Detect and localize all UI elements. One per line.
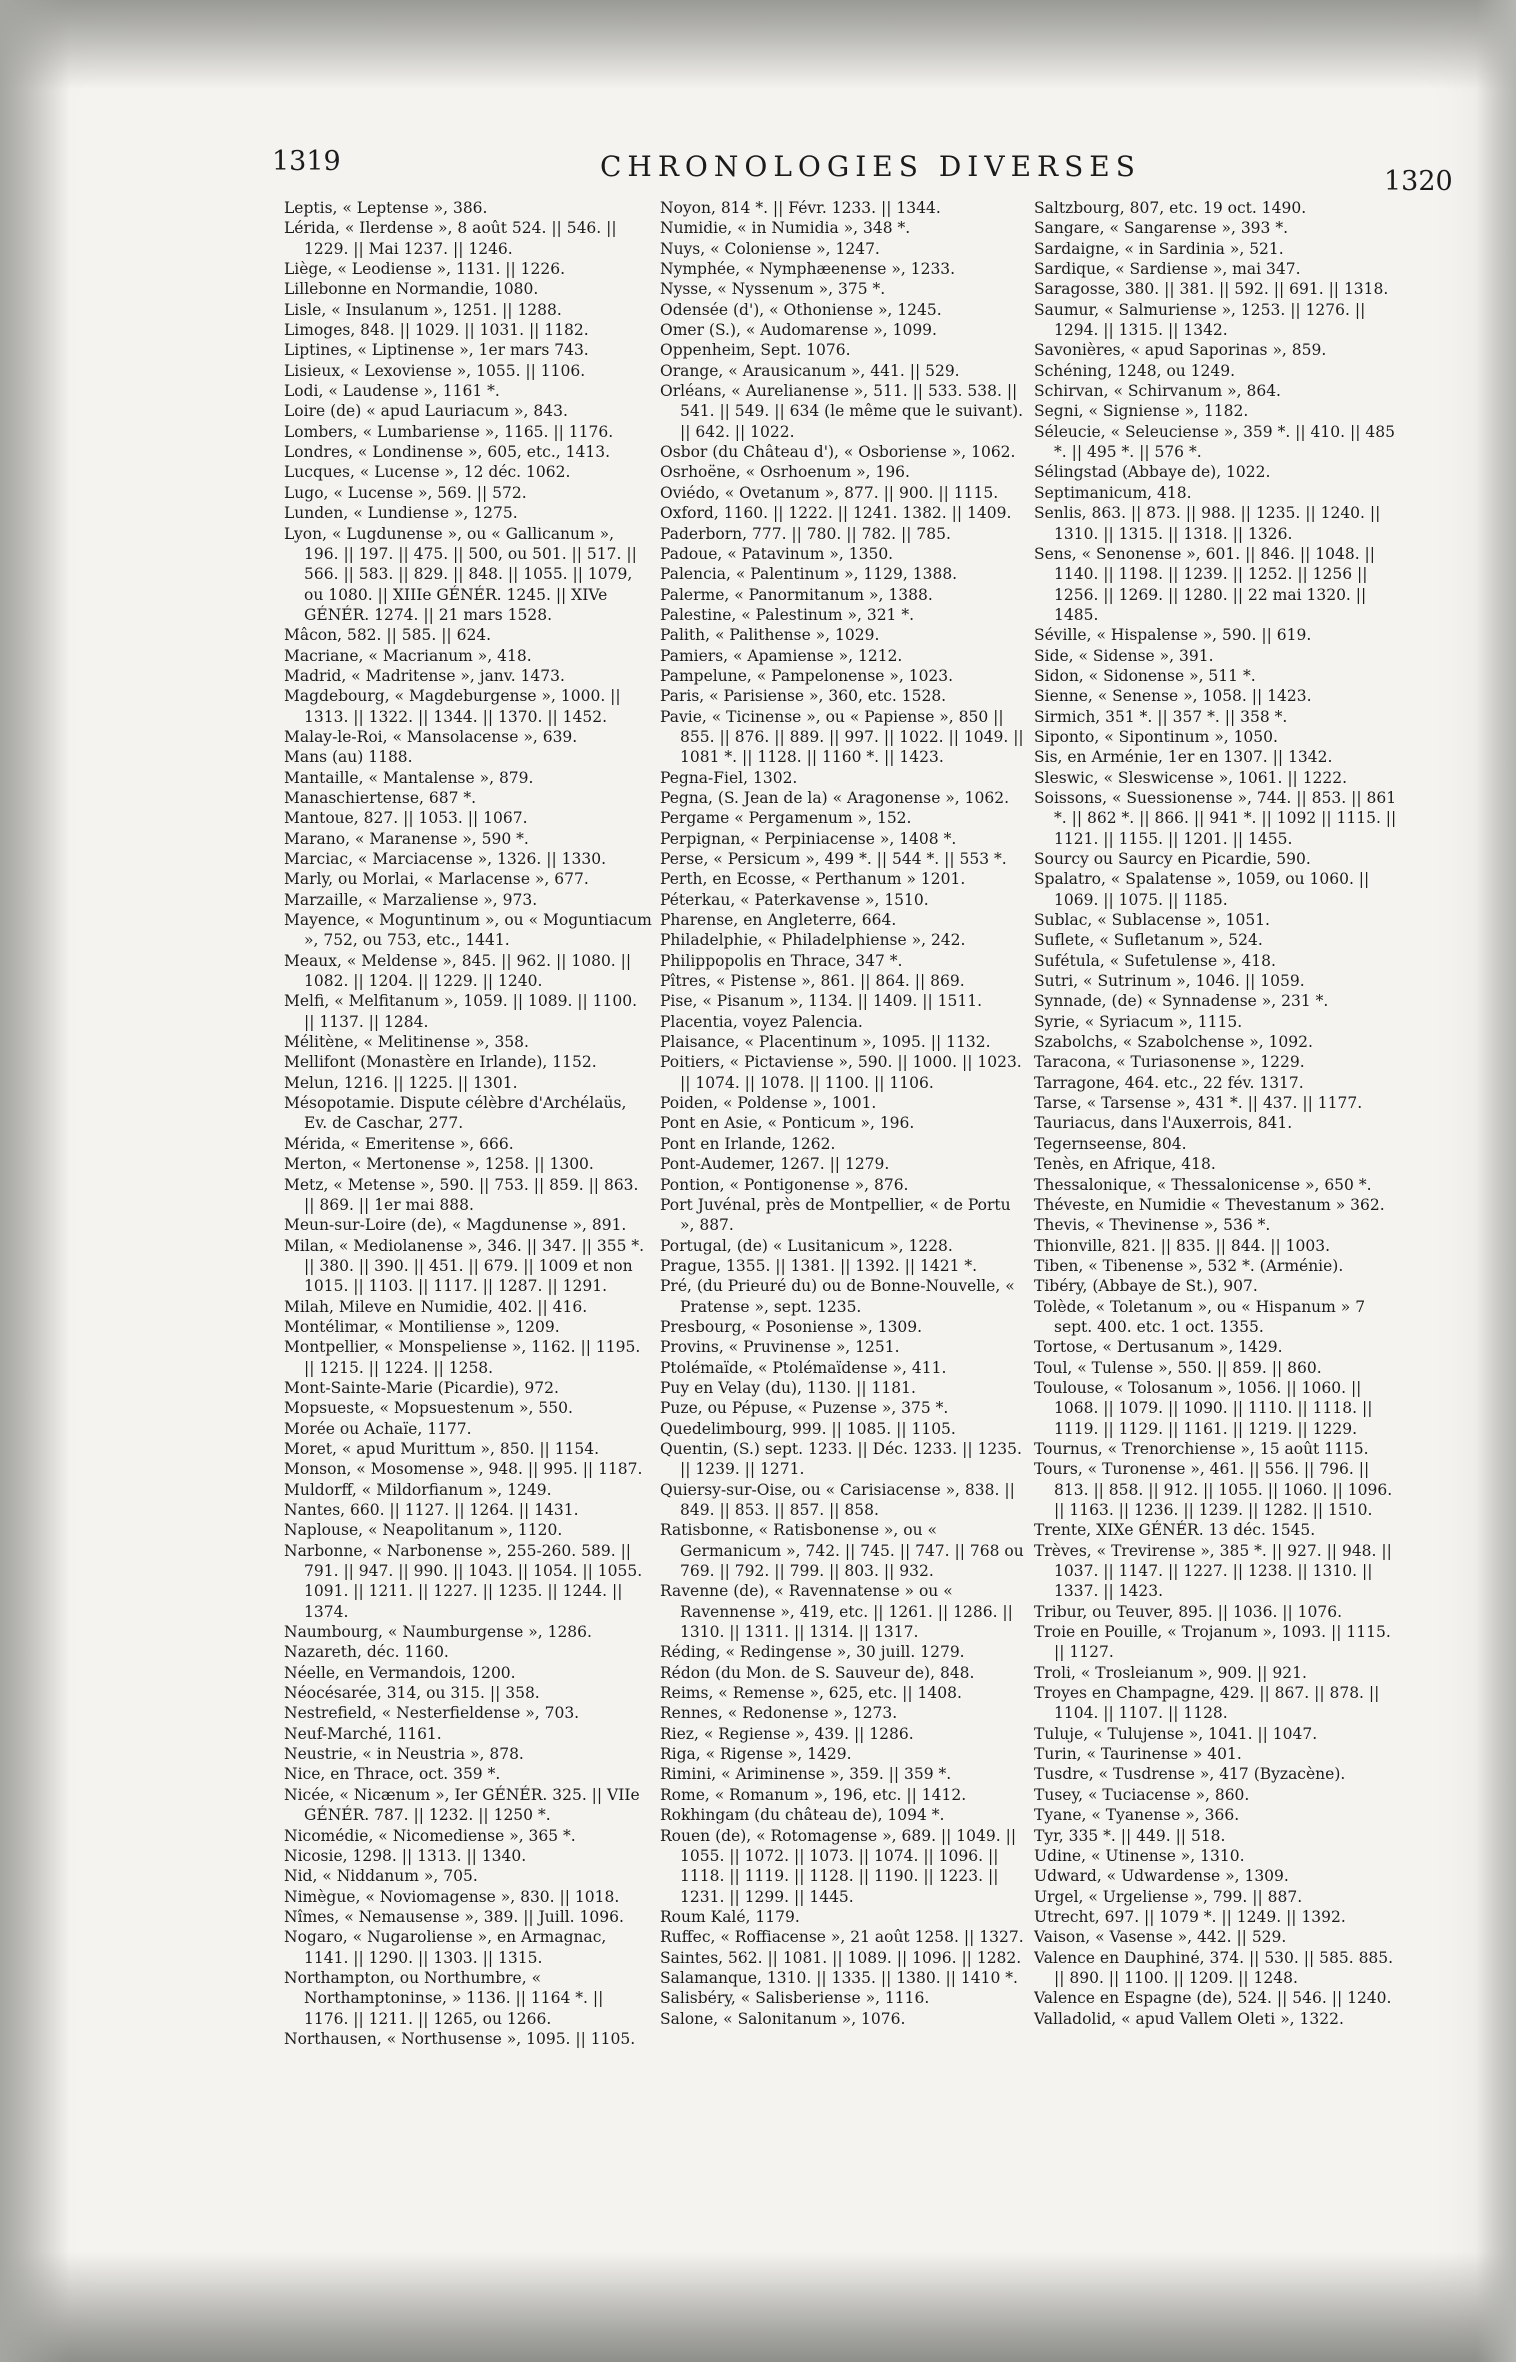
index-entry: Troie en Pouille, « Trojanum », 1093. || 1115. || 1127. [1034,1623,1391,1662]
index-entry: Tortose, « Dertusanum », 1429. [1034,1338,1283,1357]
index-entry: Valence en Dauphiné, 374. || 530. || 585. 885. || 890. || 1100. || 1209. || 1248. [1034,1948,1394,1987]
index-entry: Reims, « Remense », 625, etc. || 1408. [660,1684,962,1703]
index-entry: Sélingstad (Abbaye de), 1022. [1034,463,1271,482]
index-entry: Osbor (du Château d'), « Osboriense », 1062. [660,443,1016,462]
index-entry: Lodi, « Laudense », 1161 *. [284,382,500,401]
index-entry: Marciac, « Marciacense », 1326. || 1330. [284,850,607,868]
index-entry: Trèves, « Trevirense », 385 *. || 927. || 948. || 1037. || 1147. || 1227. || 1238. || 1310. || 1337. || 1423. [1034,1541,1392,1601]
index-entry: Saintes, 562. || 1081. || 1089. || 1096. || 1282. [660,1948,1022,1967]
index-entry: Quedelimbourg, 999. || 1085. || 1105. [660,1419,956,1438]
index-entry: Moret, « apud Murittum », 850. || 1154. [284,1439,600,1458]
index-entry: Rome, « Romanum », 196, etc. || 1412. [660,1785,967,1804]
page-number-right: 1320 [1384,166,1453,197]
index-entry: Roum Kalé, 1179. [660,1907,800,1926]
index-entry: Mâcon, 582. || 585. || 624. [284,626,492,645]
index-entry: Mantoue, 827. || 1053. || 1067. [284,809,528,828]
index-entry: Nuys, « Coloniense », 1247. [660,239,880,258]
index-entry: Sens, « Senonense », 601. || 846. || 1048. || 1140. || 1198. || 1239. || 1252. || 1256 || 1256. || 1269. || 1280. || 22 mai 1320. || 1485. [1034,544,1375,624]
index-entry: Paderborn, 777. || 780. || 782. || 785. [660,524,951,543]
index-entry: Tolède, « Toletanum », ou « Hispanum » 7 sept. 400. etc. 1 oct. 1355. [1034,1297,1366,1336]
index-entry: Pavie, « Ticinense », ou « Papiense », 850 || 855. || 876. || 889. || 997. || 1022. || 1049. || 1081 *. || 1128. || 1160 *. || 1423. [660,707,1024,767]
page-number-left: 1319 [272,146,341,177]
index-entry: Nimègue, « Noviomagense », 830. || 1018. [284,1887,620,1906]
index-entry: Septimanicum, 418. [1034,483,1192,502]
index-entry: Ruffec, « Roffiacense », 21 août 1258. || 1327. [660,1928,1024,1947]
index-entry: Pergame « Pergamenum », 152. [660,809,912,828]
index-entry: Senlis, 863. || 873. || 988. || 1235. || 1240. || 1310. || 1315. || 1318. || 1326. [1034,504,1381,543]
index-entry: Tours, « Turonense », 461. || 556. || 796. || 813. || 858. || 912. || 1055. || 1060. || 1096. || 1163. || 1236. || 1239. || 1282. || 1510. [1034,1460,1393,1519]
index-entry: Séleucie, « Seleuciense », 359 *. || 410. || 485 *. || 495 *. || 576 *. [1034,422,1395,462]
index-entry: Quiersy-sur-Oise, ou « Carisiacense », 838. || 849. || 853. || 857. || 858. [660,1480,1015,1519]
index-entry: Mans (au) 1188. [284,748,413,767]
index-entry: Padoue, « Patavinum », 1350. [660,544,894,563]
index-entry: Palestine, « Palestinum », 321 *. [660,605,915,624]
index-entry: Marzaille, « Marzaliense », 973. [284,890,538,909]
index-entry: Thevis, « Thevinense », 536 *. [1034,1216,1271,1235]
index-entry: Tauriacus, dans l'Auxerrois, 841. [1034,1114,1293,1133]
index-entry: Riez, « Regiense », 439. || 1286. [660,1724,914,1743]
index-entry: Lisle, « Insulanum », 1251. || 1288. [284,300,562,319]
index-entry: Tuluje, « Tulujense », 1041. || 1047. [1034,1724,1318,1743]
index-entry: Rimini, « Ariminense », 359. || 359 *. [660,1765,952,1784]
index-entry: Pîtres, « Pistense », 861. || 864. || 869. [660,972,965,991]
page-shadow-right [1476,0,1516,2362]
index-entry: Urgel, « Urgeliense », 799. || 887. [1034,1887,1303,1906]
index-entry: Naumbourg, « Naumburgense », 1286. [284,1623,592,1642]
index-entry: Melun, 1216. || 1225. || 1301. [284,1073,518,1092]
index-entry: Tarse, « Tarsense », 431 *. || 437. || 1177. [1034,1094,1363,1113]
index-entry: Perth, en Ecosse, « Perthanum » 1201. [660,870,966,889]
index-entry: Pise, « Pisanum », 1134. || 1409. || 1511. [660,992,983,1011]
index-entry: Tournus, « Trenorchiense », 15 août 1115. [1034,1439,1369,1458]
index-entry: Riga, « Rigense », 1429. [660,1745,852,1764]
index-entry: Lyon, « Lugdunense », ou « Gallicanum », 196. || 197. || 475. || 500, ou 501. || 517. || 566. || 583. || 829. || 848. || 1055. || 1079, ou 1080. || XIIIe GÉNÉR. 1245. || XIVe GÉNÉR. 1274. || 21 mars 1528. [284,524,637,624]
index-entry: Savonières, « apud Saporinas », 859. [1034,341,1327,360]
index-entry: Sidon, « Sidonense », 511 *. [1034,666,1256,685]
index-entry: Lugo, « Lucense », 569. || 572. [284,483,527,502]
index-entry: Madrid, « Madritense », janv. 1473. [284,666,565,685]
index-entry: Metz, « Metense », 590. || 753. || 859. || 863. || 869. || 1er mai 888. [284,1175,639,1214]
index-entry: Ptolémaïde, « Ptolémaïdense », 411. [660,1358,947,1377]
index-entry: Sufétula, « Sufetulense », 418. [1034,951,1276,970]
index-entry: Spalatro, « Spalatense », 1059, ou 1060. || 1069. || 1075. || 1185. [1034,870,1370,909]
index-entry: Pharense, en Angleterre, 664. [660,911,897,930]
index-entry: Provins, « Pruvinense », 1251. [660,1338,900,1357]
index-entry: Nestrefield, « Nesterfieldense », 703. [284,1704,580,1723]
index-entry: Synnade, (de) « Synnadense », 231 *. [1034,992,1329,1011]
index-entry: Lérida, « Ilerdense », 8 août 524. || 546. || 1229. || Mai 1237. || 1246. [284,219,617,258]
index-entry: Toul, « Tulense », 550. || 859. || 860. [1034,1358,1322,1377]
index-entry: Nogaro, « Nugaroliense », en Armagnac, 1141. || 1290. || 1303. || 1315. [284,1928,607,1967]
index-entry: Poitiers, « Pictaviense », 590. || 1000. || 1023. || 1074. || 1078. || 1100. || 1106. [660,1053,1022,1092]
index-entry: Nicosie, 1298. || 1313. || 1340. [284,1846,527,1865]
index-entry: Schirvan, « Schirvanum », 864. [1034,382,1281,401]
index-entry: Suflete, « Sufletanum », 524. [1034,931,1263,950]
index-entry: Noyon, 814 *. || Févr. 1233. || 1344. [660,199,941,217]
index-entry: Sardaigne, « in Sardinia », 521. [1034,239,1284,258]
index-entry: Limoges, 848. || 1029. || 1031. || 1182. [284,321,589,340]
index-entry: Meaux, « Meldense », 845. || 962. || 1080. || 1082. || 1204. || 1229. || 1240. [284,951,632,991]
index-entry: Sutri, « Sutrinum », 1046. || 1059. [1034,972,1305,991]
index-entry: Vaison, « Vasense », 442. || 529. [1034,1928,1287,1947]
index-entry: Troyes en Champagne, 429. || 867. || 878. || 1104. || 1107. || 1128. [1034,1684,1380,1723]
index-entry: Salisbéry, « Salisberiense », 1116. [660,1989,930,2008]
index-entry: Oppenheim, Sept. 1076. [660,341,851,360]
index-entry: Segni, « Signiense », 1182. [1034,402,1249,421]
index-entry: Tribur, ou Teuver, 895. || 1036. || 1076. [1034,1602,1343,1621]
index-entry: Palerme, « Panormitanum », 1388. [660,585,933,604]
index-entry: Pegna-Fiel, 1302. [660,768,798,787]
index-entry: Salamanque, 1310. || 1335. || 1380. || 1410 *. [660,1968,1018,1987]
index-entry: Odensée (d'), « Othoniense », 1245. [660,300,942,319]
index-entry: Lombers, « Lumbariense », 1165. || 1176. [284,422,614,441]
index-entry: Schéning, 1248, ou 1249. [1034,361,1236,380]
index-entry: Syrie, « Syriacum », 1115. [1034,1012,1243,1031]
index-entry: Paris, « Parisiense », 360, etc. 1528. [660,687,947,706]
index-entry: Lunden, « Lundiense », 1275. [284,504,518,523]
index-entry: Pont en Irlande, 1262. [660,1134,836,1153]
index-entry: Omer (S.), « Audomarense », 1099. [660,321,937,340]
index-entry: Sourcy ou Saurcy en Picardie, 590. [1034,850,1311,868]
index-entry: Orléans, « Aurelianense », 511. || 533. 538. || 541. || 549. || 634 (le même que le suivant). || 642. || 1022. [660,382,1024,441]
index-entry: Tusdre, « Tusdrense », 417 (Byzacène). [1034,1765,1346,1784]
index-entry: Nid, « Niddanum », 705. [284,1867,478,1886]
index-entry: Soissons, « Suessionense », 744. || 853. || 861 *. || 862 *. || 866. || 941 *. || 1092 || 1115. || 1121. || 1155. || 1201. || 1455. [1034,788,1397,848]
index-entry: Neuf-Marché, 1161. [284,1724,442,1743]
index-column-2 [660,198,1028,2029]
index-entry: Tiben, « Tibenense », 532 *. (Arménie). [1034,1256,1344,1275]
index-entry: Pont en Asie, « Ponticum », 196. [660,1114,915,1133]
index-entry: Port Juvénal, près de Montpellier, « de Portu », 887. [660,1195,1011,1235]
index-entry: Nicomédie, « Nicomediense », 365 *. [284,1826,576,1845]
index-entry: Liège, « Leodiense », 1131. || 1226. [284,260,566,279]
index-entry: Marly, ou Morlai, « Marlacense », 677. [284,870,589,889]
index-entry: Northausen, « Northusense », 1095. || 1105. [284,2029,636,2048]
index-entry: Palencia, « Palentinum », 1129, 1388. [660,565,958,584]
index-entry: Northampton, ou Northumbre, « Northamptoninse, » 1136. || 1164 *. || 1176. || 1211. || 1265, ou 1266. [284,1968,604,2028]
index-entry: Numidie, « in Numidia », 348 *. [660,219,911,238]
index-entry: Plaisance, « Placentinum », 1095. || 1132. [660,1033,991,1052]
page-shadow-bottom [0,2252,1516,2362]
index-entry: Milah, Mileve en Numidie, 402. || 416. [284,1297,588,1316]
index-entry: Side, « Sidense », 391. [1034,646,1214,665]
index-entry: Szabolchs, « Szabolchense », 1092. [1034,1033,1313,1052]
running-title: CHRONOLOGIES DIVERSES [600,150,1141,183]
index-entry: Narbonne, « Narbonense », 255-260. 589. || 791. || 947. || 990. || 1043. || 1054. || 1055. 1091. || 1211. || 1227. || 1235. || 1244. || 1374. [284,1541,643,1621]
index-entry: Sublac, « Sublacense », 1051. [1034,911,1270,930]
index-entry: Presbourg, « Posoniense », 1309. [660,1317,923,1336]
index-entry: Tarragone, 464. etc., 22 fév. 1317. [1034,1073,1304,1092]
index-entry: Manaschiertense, 687 *. [284,788,477,807]
index-entry: Placentia, voyez Palencia. [660,1012,863,1031]
index-entry: Pont-Audemer, 1267. || 1279. [660,1155,890,1174]
index-entry: Sienne, « Senense », 1058. || 1423. [1034,687,1312,706]
index-entry: Nîmes, « Nemausense », 389. || Juill. 1096. [284,1907,624,1926]
index-entry: Tibéry, (Abbaye de St.), 907. [1034,1277,1258,1296]
index-entry: Lucques, « Lucense », 12 déc. 1062. [284,463,571,482]
index-entry: Neustrie, « in Neustria », 878. [284,1745,524,1764]
index-entry: Puy en Velay (du), 1130. || 1181. [660,1378,916,1397]
index-entry: Toulouse, « Tolosanum », 1056. || 1060. || 1068. || 1079. || 1090. || 1110. || 1118. || 1119. || 1129. || 1161. || 1219. || 1229. [1034,1378,1373,1438]
index-entry: Morée ou Achaïe, 1177. [284,1419,472,1438]
index-entry: Palith, « Palithense », 1029. [660,626,880,645]
index-entry: Siponto, « Sipontinum », 1050. [1034,727,1278,746]
index-entry: Saragosse, 380. || 381. || 592. || 691. || 1318. [1034,280,1389,299]
index-entry: Naplouse, « Neapolitanum », 1120. [284,1521,563,1540]
index-entry: Nice, en Thrace, oct. 359 *. [284,1765,501,1784]
index-entry: Turin, « Taurinense » 401. [1034,1745,1242,1764]
index-entry: Portugal, (de) « Lusitanicum », 1228. [660,1236,953,1255]
index-entry: Saumur, « Salmuriense », 1253. || 1276. || 1294. || 1315. || 1342. [1034,300,1366,340]
index-entry: Tusey, « Tuciacense », 860. [1034,1785,1250,1804]
index-entry: Néocésarée, 314, ou 315. || 358. [284,1684,540,1703]
index-entry: Réding, « Redingense », 30 juill. 1279. [660,1643,965,1662]
index-entry: Théveste, en Numidie « Thevestanum » 362. [1034,1195,1385,1214]
index-column-3 [1034,198,1402,2029]
index-entry: Sardique, « Sardiense », mai 347. [1034,260,1301,279]
index-entry: Osrhoëne, « Osrhoenum », 196. [660,463,910,482]
index-entry: Leptis, « Leptense », 386. [284,199,488,217]
index-entry: Mopsueste, « Mopsuestenum », 550. [284,1399,573,1418]
page-shadow-top [0,0,1516,90]
index-entry: Mantaille, « Mantalense », 879. [284,768,534,787]
index-entry: Liptines, « Liptinense », 1er mars 743. [284,341,589,360]
index-entry: Poiden, « Poldense », 1001. [660,1094,877,1113]
index-entry: Magdebourg, « Magdeburgense », 1000. || 1313. || 1322. || 1344. || 1370. || 1452. [284,687,621,726]
index-entry: Saltzbourg, 807, etc. 19 oct. 1490. [1034,199,1307,217]
index-entry: Séville, « Hispalense », 590. || 619. [1034,626,1312,645]
index-entry: Ratisbonne, « Ratisbonense », ou « Germanicum », 742. || 745. || 747. || 768 ou 769. || 792. || 799. || 803. || 932. [660,1521,1024,1581]
index-entry: Lillebonne en Normandie, 1080. [284,280,539,299]
index-entry: Ravenne (de), « Ravennatense » ou « Ravennense », 419, etc. || 1261. || 1286. || 1310. || 1311. || 1314. || 1317. [660,1582,1013,1642]
index-entry: Udward, « Udwardense », 1309. [1034,1867,1289,1886]
index-entry: Valladolid, « apud Vallem Oleti », 1322. [1034,2009,1344,2028]
index-entry: Puze, ou Pépuse, « Puzense », 375 *. [660,1399,949,1418]
index-entry: Rokhingam (du château de), 1094 *. [660,1806,945,1825]
index-entry: Oxford, 1160. || 1222. || 1241. 1382. || 1409. [660,504,1012,523]
index-entry: Pré, (du Prieuré du) ou de Bonne-Nouvelle, « Pratense », sept. 1235. [660,1277,1015,1316]
index-entry: Sis, en Arménie, 1er en 1307. || 1342. [1034,748,1333,767]
index-entry: Taracona, « Turiasonense », 1229. [1034,1053,1305,1072]
index-entry: Utrecht, 697. || 1079 *. || 1249. || 1392. [1034,1907,1346,1926]
index-entry: Londres, « Londinense », 605, etc., 1413. [284,443,611,462]
index-entry: Sleswic, « Sleswicense », 1061. || 1222. [1034,768,1348,787]
index-entry: Nysse, « Nyssenum », 375 *. [660,280,886,299]
index-entry: Malay-le-Roi, « Mansolacense », 639. [284,727,578,746]
index-entry: Loire (de) « apud Lauriacum », 843. [284,402,568,421]
index-entry: Monson, « Mosomense », 948. || 995. || 1187. [284,1460,643,1479]
index-entry: Péterkau, « Paterkavense », 1510. [660,890,929,909]
index-entry: Lisieux, « Lexoviense », 1055. || 1106. [284,361,586,380]
index-entry: Tenès, en Afrique, 418. [1034,1155,1216,1174]
index-column-1 [284,198,652,2049]
index-entry: Trente, XIXe GÉNÉR. 13 déc. 1545. [1034,1521,1316,1540]
index-entry: Sangare, « Sangarense », 393 *. [1034,219,1289,238]
index-entry: Pamiers, « Apamiense », 1212. [660,646,903,665]
index-entry: Muldorff, « Mildorfianum », 1249. [284,1480,552,1499]
index-entry: Nymphée, « Nymphæenense », 1233. [660,260,956,279]
index-entry: Mélitène, « Melitinense », 358. [284,1033,529,1052]
index-entry: Nicée, « Nicænum », Ier GÉNÉR. 325. || VIIe GÉNÉR. 787. || 1232. || 1250 *. [284,1785,640,1825]
index-entry: Néelle, en Vermandois, 1200. [284,1663,516,1682]
index-entry: Nazareth, déc. 1160. [284,1643,449,1662]
index-entry: Rédon (du Mon. de S. Sauveur de), 848. [660,1663,975,1682]
index-entry: Udine, « Utinense », 1310. [1034,1846,1245,1865]
index-entry: Mésopotamie. Dispute célèbre d'Archélaüs, Ev. de Caschar, 277. [284,1094,627,1133]
index-entry: Mérida, « Emeritense », 666. [284,1134,514,1153]
index-entry: Orange, « Arausicanum », 441. || 529. [660,361,960,380]
index-entry: Nantes, 660. || 1127. || 1264. || 1431. [284,1501,579,1519]
index-entry: Salone, « Salonitanum », 1076. [660,2009,906,2028]
index-entry: Marano, « Maranense », 590 *. [284,829,529,848]
index-entry: Melfi, « Melfitanum », 1059. || 1089. || 1100. || 1137. || 1284. [284,992,638,1031]
index-entry: Thessalonique, « Thessalonicense », 650 *. [1034,1175,1372,1194]
index-entry: Mayence, « Moguntinum », ou « Moguntiacum », 752, ou 753, etc., 1441. [284,911,652,950]
page-shadow-left [0,0,70,2362]
index-entry: Montélimar, « Montiliense », 1209. [284,1317,560,1336]
index-entry: Prague, 1355. || 1381. || 1392. || 1421 *. [660,1256,978,1275]
index-entry: Meun-sur-Loire (de), « Magdunense », 891. [284,1216,627,1235]
index-entry: Philadelphie, « Philadelphiense », 242. [660,931,966,950]
index-entry: Oviédo, « Ovetanum », 877. || 900. || 1115. [660,483,999,502]
index-entry: Tyane, « Tyanense », 366. [1034,1806,1240,1825]
index-entry: Rennes, « Redonense », 1273. [660,1704,898,1723]
index-entry: Philippopolis en Thrace, 347 *. [660,951,903,970]
index-entry: Mont-Sainte-Marie (Picardie), 972. [284,1378,559,1397]
index-entry: Mellifont (Monastère en Irlande), 1152. [284,1053,597,1072]
index-entry: Pegna, (S. Jean de la) « Aragonense », 1062. [660,788,1010,807]
index-entry: Perse, « Persicum », 499 *. || 544 *. || 553 *. [660,850,1007,868]
index-entry: Troli, « Trosleianum », 909. || 921. [1034,1663,1307,1682]
index-entry: Pontion, « Pontigonense », 876. [660,1175,909,1194]
index-entry: Tegernseense, 804. [1034,1134,1187,1153]
index-entry: Milan, « Mediolanense », 346. || 347. || 355 *. || 380. || 390. || 451. || 679. || 1009 et non 1015. || 1103. || 1117. || 1287. || 1291. [284,1236,645,1296]
index-entry: Quentin, (S.) sept. 1233. || Déc. 1233. || 1235. || 1239. || 1271. [660,1439,1022,1479]
index-entry: Perpignan, « Perpiniacense », 1408 *. [660,829,957,848]
index-entry: Rouen (de), « Rotomagense », 689. || 1049. || 1055. || 1072. || 1073. || 1074. || 1096. || 1118. || 1119. || 1128. || 1190. || 1223. || 1231. || 1299. || 1445. [660,1826,1017,1906]
index-entry: Tyr, 335 *. || 449. || 518. [1034,1826,1226,1845]
index-entry: Macriane, « Macrianum », 418. [284,646,532,665]
index-entry: Valence en Espagne (de), 524. || 546. || 1240. [1034,1989,1392,2008]
index-entry: Pampelune, « Pampelonense », 1023. [660,666,954,685]
index-entry: Thionville, 821. || 835. || 844. || 1003. [1034,1236,1331,1255]
index-entry: Montpellier, « Monspeliense », 1162. || 1195. || 1215. || 1224. || 1258. [284,1338,641,1377]
index-entry: Sirmich, 351 *. || 357 *. || 358 *. [1034,707,1288,726]
index-entry: Merton, « Mertonense », 1258. || 1300. [284,1155,594,1174]
